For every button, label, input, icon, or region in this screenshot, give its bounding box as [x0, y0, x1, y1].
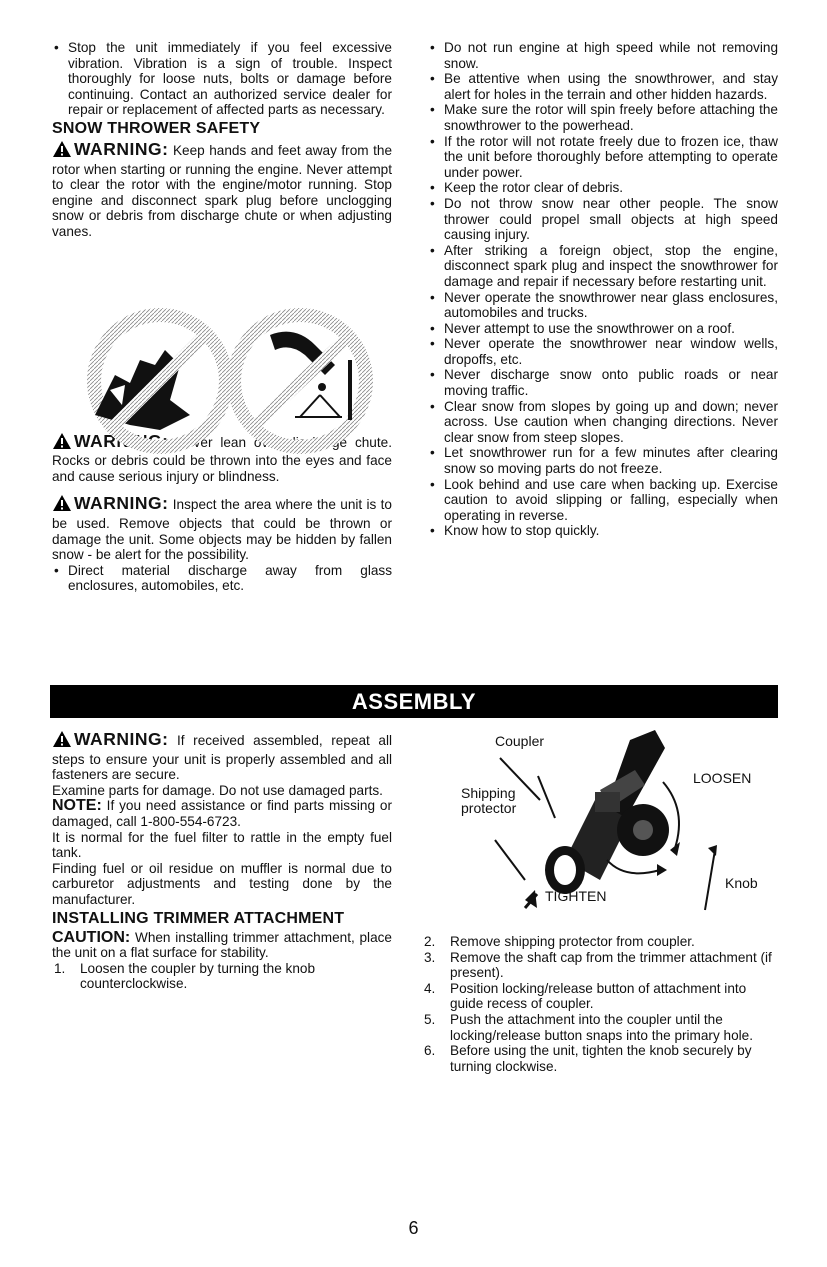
step-text: Remove shipping protector from coupler. — [450, 934, 695, 949]
warning-triangle-icon — [52, 494, 72, 516]
list-item: • Never operate the snowthrower near glass enclosures, automobiles and trucks. — [428, 290, 778, 321]
list-item: • Clear snow from slopes by going up and down; never across. Use caution when changing directions. Never clear snow from steep slopes. — [428, 399, 778, 446]
note-label: NOTE: — [52, 797, 102, 815]
list-item: • If the rotor will not rotate freely due to frozen ice, thaw the unit before thoroughly before attempting to operate under power. — [428, 134, 778, 181]
caution-label: CAUTION: — [52, 928, 131, 946]
coupler-label: Coupler — [495, 733, 545, 749]
coupler-figure — [425, 730, 780, 930]
step-number: 4. — [424, 980, 436, 996]
protector-label: protector — [461, 800, 517, 816]
list-item: • Let snowthrower run for a few minutes after clearing snow so moving parts do not freeze. — [428, 445, 778, 476]
warning-text: Never lean over discharge chute. Rocks or debris could be thrown into the eyes and face and cause serious injury or blindness. — [52, 434, 392, 484]
vibration-list — [52, 40, 392, 118]
warning-text: Inspect the area where the unit is to be used. Remove objects that could be thrown or damage the unit. Some objects may be hidden by fallen snow - be alert for the possibility. — [52, 497, 392, 563]
step-item — [422, 981, 779, 1012]
note-paragraph — [52, 798, 392, 829]
step-text: Before using the unit, tighten the knob securely by turning clockwise. — [450, 1043, 752, 1074]
step-text: Push the attachment into the coupler until the locking/release button snaps into the primary hole. — [450, 1011, 754, 1043]
list-item: • Direct material discharge away from glass enclosures, automobiles, etc. — [52, 563, 392, 594]
examine-text: Examine parts for damage. Do not use damaged parts. — [52, 782, 383, 798]
page-number: 6 — [408, 1218, 419, 1238]
safety-bullet-list — [428, 40, 778, 539]
list-item: • Never discharge snow onto public roads or near moving traffic. — [428, 367, 778, 398]
step-text: Remove the shaft cap from the trimmer attachment (if present). — [450, 949, 772, 981]
list-item: • Never operate the snowthrower near window wells, dropoffs, etc. — [428, 336, 778, 367]
list-item: • Be attentive when using the snowthrower, and stay alert for holes in the terrain and other hidden hazards. — [428, 71, 778, 102]
step-item — [52, 961, 392, 992]
warning-label: WARNING: — [74, 493, 169, 514]
coupler-illustration-icon — [495, 730, 717, 910]
list-item: • After striking a foreign object, stop the engine, disconnect spark plug and inspect the snowthrower for damage and repair if necessary before restarting unit. — [428, 243, 778, 290]
list-item: • Know how to stop quickly. — [428, 523, 778, 539]
caution-paragraph — [52, 930, 392, 961]
warning-text: Keep hands and feet away from the rotor when starting or running the engine. Never attempt to clear the rotor with the engine/motor running. Stop engine and disconnect spark plug before unclogging snow or debris from discharge chute or when adjusting vanes. — [52, 142, 393, 239]
step-item — [422, 1043, 779, 1074]
warning-text: If received assembled, repeat all steps to ensure your unit is properly assembled and all fasteners are secure. — [52, 733, 393, 783]
warning-paragraph — [52, 140, 392, 240]
list-item: • Do not throw snow near other people. The snow thrower could propel small objects at high speed causing injury. — [428, 196, 778, 243]
left-column-bottom — [52, 730, 392, 992]
warning-label: WARNING: — [74, 430, 169, 451]
right-column-top — [428, 40, 778, 539]
fuel-filter-text: It is normal for the fuel filter to rattle in the empty fuel tank. — [52, 829, 392, 861]
list-item: • Keep the rotor clear of debris. — [428, 180, 778, 196]
no-lean-sign-icon — [234, 315, 366, 447]
right-column-bottom — [422, 934, 779, 1074]
step-number: 2. — [424, 934, 436, 949]
list-item: • Never attempt to use the snowthrower on a roof. — [428, 321, 778, 337]
step-item — [422, 934, 779, 950]
fuel-residue-text: Finding fuel or oil residue on muffler is normal due to carburetor adjustments and testing done by the manufacturer. — [52, 860, 392, 907]
warning-triangle-icon — [52, 730, 72, 752]
step-text: Loosen the coupler by turning the knob counterclockwise. — [80, 960, 316, 992]
snow-thrower-safety-heading: SNOW THROWER SAFETY — [52, 119, 261, 137]
shipping-label: Shipping — [461, 785, 516, 801]
assembly-banner: ASSEMBLY — [50, 685, 778, 718]
steps-list-right — [422, 934, 779, 1074]
step-item — [422, 950, 779, 981]
safety-illustration — [70, 305, 390, 457]
list-item: • Stop the unit immediately if you feel excessive vibration. Vibration is a sign of trouble. Inspect thoroughly for loose nuts, bolts or damage before continuing. Contact an authorized service dealer for repair or replacement of affected parts as necessary. — [52, 40, 392, 118]
step-number: 5. — [424, 1011, 436, 1027]
warning-label: WARNING: — [74, 729, 169, 749]
list-item: • Make sure the rotor will spin freely before attaching the snowthrower to the powerhead. — [428, 102, 778, 133]
caution-text: When installing trimmer attachment, place the unit on a flat surface for stability. — [52, 929, 392, 961]
knob-label: Knob — [725, 875, 758, 891]
steps-list-left — [52, 961, 392, 992]
warning-triangle-icon — [52, 140, 72, 162]
list-item: • Do not run engine at high speed while not removing snow. — [428, 40, 778, 71]
step-number: 1. — [54, 960, 66, 976]
no-hands-sign-icon — [94, 315, 226, 447]
note-text: If you need assistance or find parts missing or damaged, call 1-800-554-6723. — [52, 798, 393, 829]
warning-paragraph — [52, 494, 392, 562]
installing-trimmer-heading: INSTALLING TRIMMER ATTACHMENT — [52, 909, 345, 927]
list-item: • Look behind and use care when backing up. Exercise caution to avoid slipping or falling, especially when operating in reverse. — [428, 477, 778, 524]
tighten-label: TIGHTEN — [545, 888, 607, 904]
loosen-label: LOOSEN — [693, 770, 752, 786]
step-number: 3. — [424, 949, 436, 965]
step-number: 6. — [424, 1043, 436, 1059]
direct-list — [52, 563, 392, 594]
warning-triangle-icon — [52, 432, 72, 454]
warning-label: WARNING: — [74, 138, 169, 159]
warning-paragraph — [52, 730, 392, 783]
step-item — [422, 1012, 779, 1043]
step-text: Position locking/release button of attachment into guide recess of coupler. — [450, 980, 747, 1012]
